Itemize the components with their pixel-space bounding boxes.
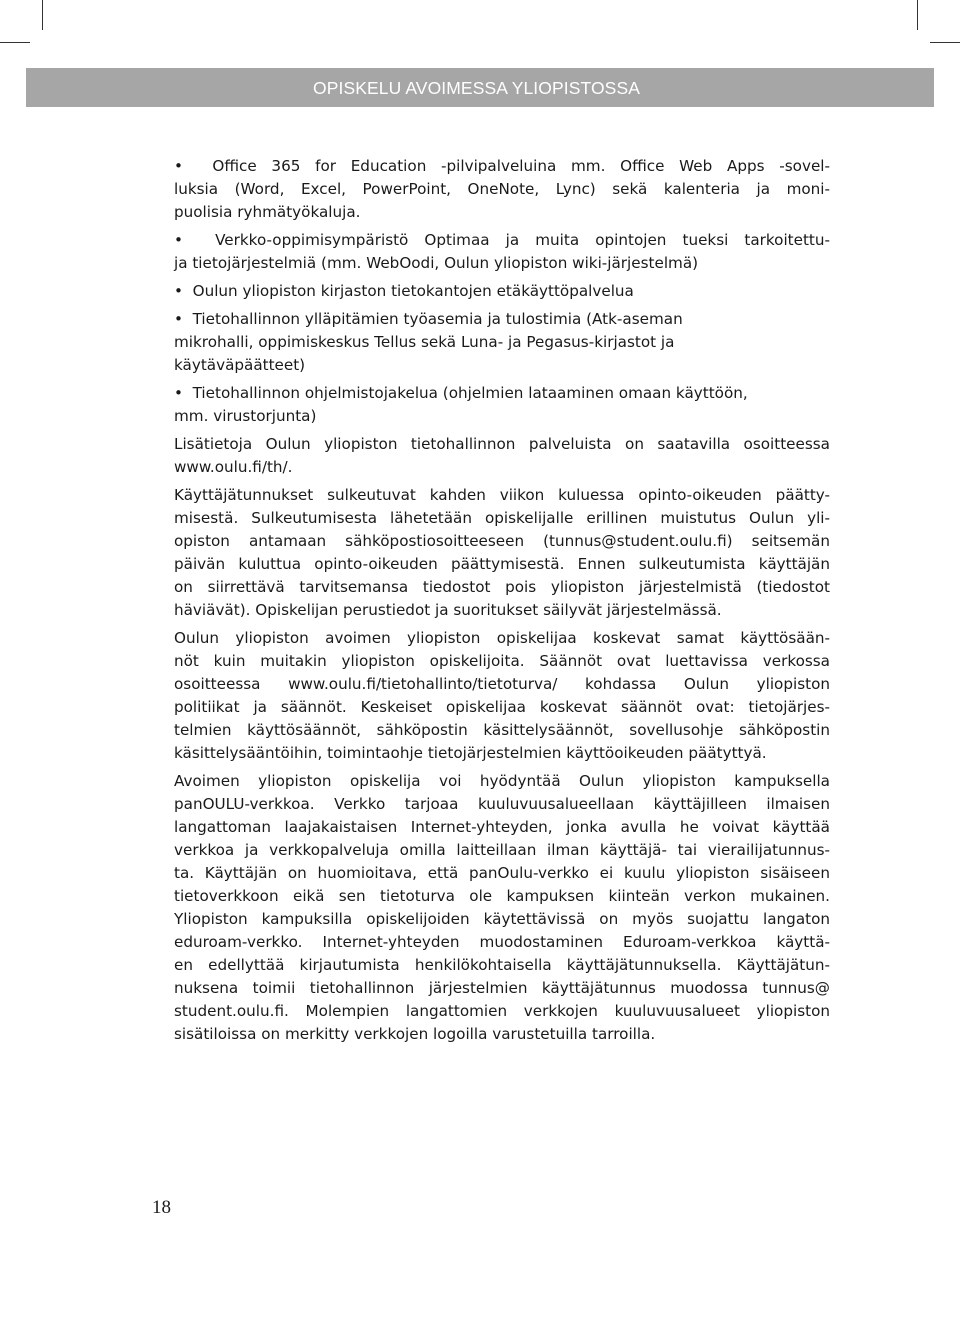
text-line: langattoman laajakaistaisen Internet-yhteyden, jonka avulla he voivat käyttää bbox=[174, 818, 830, 836]
text-line: sisätiloissa on merkitty verkkojen logoilla varustetuilla tarroilla. bbox=[174, 1025, 656, 1043]
text-line: päivän kuluttua opinto-oikeuden päättymisestä. Ennen sulkeutumista käyttäjän bbox=[174, 555, 830, 573]
text-line: osoitteessa www.oulu.fi/tietohallinto/tietoturva/ kohdassa Oulun yliopiston bbox=[174, 675, 830, 693]
text-line: puolisia ryhmätyökaluja. bbox=[174, 203, 361, 221]
text-line: mm. virustorjunta) bbox=[174, 407, 317, 425]
text-line: Lisätietoja Oulun yliopiston tietohallinnon palveluista on saatavilla osoitteessa bbox=[174, 435, 830, 453]
paragraph bbox=[174, 770, 830, 1046]
text-line: • Tietohallinnon ohjelmistojakelua (ohjelmien lataaminen omaan käyttöön, bbox=[174, 382, 830, 405]
text-line: www.oulu.fi/th/. bbox=[174, 458, 293, 476]
text-line: käytäväpäätteet) bbox=[174, 356, 306, 374]
crop-mark bbox=[0, 42, 30, 43]
text-line: häviävät). Opiskelijan perustiedot ja suoritukset säilyvät järjestelmässä. bbox=[174, 601, 722, 619]
paragraph bbox=[174, 627, 830, 765]
text-line: Avoimen yliopiston opiskelija voi hyödyntää Oulun yliopiston kampuksella bbox=[174, 772, 830, 790]
text-line: politiikat ja säännöt. Keskeiset opiskelijaa koskevat säännöt ovat: tietojärjes- bbox=[174, 698, 830, 716]
text-line: Yliopiston kampuksilla opiskelijoiden käytettävissä on myös suojattu langaton bbox=[174, 910, 830, 928]
text-line: Oulun yliopiston avoimen yliopiston opiskelijaa koskevat samat käyttösään- bbox=[174, 629, 830, 647]
list-item bbox=[174, 308, 830, 377]
text-line: en edellyttää kirjautumista henkilökohtaisella käyttäjätunnuksella. Käyttäjätun- bbox=[174, 956, 830, 974]
text-line: • Oulun yliopiston kirjaston tietokantojen etäkäyttöpalvelua bbox=[174, 280, 830, 303]
text-line: käsittelysääntöihin, toimintaohje tietojärjestelmien käyttöoikeuden päätyttyä. bbox=[174, 744, 767, 762]
text-line: eduroam-verkko. Internet-yhteyden muodostaminen Eduroam-verkkoa käyttä- bbox=[174, 933, 830, 951]
list-item bbox=[174, 229, 830, 275]
page-title: OPISKELU AVOIMESSA YLIOPISTOSSA bbox=[313, 78, 640, 98]
text-line: • Tietohallinnon ylläpitämien työasemia ja tulostimia (Atk-aseman bbox=[174, 308, 830, 331]
crop-mark bbox=[930, 42, 960, 43]
text-line: nuksena toimii tietohallinnon järjestelmien käyttäjätunnus muodossa tunnus@ bbox=[174, 979, 830, 997]
page-number: 18 bbox=[152, 1197, 171, 1218]
list-item bbox=[174, 280, 830, 303]
text-line: ta. Käyttäjän on huomioitava, että panOulu-verkko ei kuulu yliopiston sisäiseen bbox=[174, 864, 830, 882]
text-line: panOULU-verkkoa. Verkko tarjoaa kuuluvuusalueellaan käyttäjilleen ilmaisen bbox=[174, 795, 830, 813]
body-text bbox=[174, 155, 830, 1046]
text-line: opiston antamaan sähköpostiosoitteeseen (tunnus@student.oulu.fi) seitsemän bbox=[174, 532, 830, 550]
text-line: • Office 365 for Education -pilvipalveluina mm. Office Web Apps -sovel- bbox=[174, 155, 830, 178]
text-line: misestä. Sulkeutumisesta lähetetään opiskelijalle erillinen muistutus Oulun yli- bbox=[174, 509, 830, 527]
text-line: student.oulu.fi. Molempien langattomien verkkojen kuuluvuusalueet yliopiston bbox=[174, 1002, 830, 1020]
text-line: tietoverkkoon eikä sen tietoturva ole kampuksen kiinteän verkon mukainen. bbox=[174, 887, 830, 905]
paragraph bbox=[174, 433, 830, 479]
text-line: nöt kuin muitakin yliopiston opiskelijoita. Säännöt ovat luettavissa verkossa bbox=[174, 652, 830, 670]
paragraph bbox=[174, 484, 830, 622]
text-line: • Verkko-oppimisympäristö Optimaa ja muita opintojen tueksi tarkoitettu- bbox=[174, 229, 830, 252]
text-line: telmien käyttösäännöt, sähköpostin käsittelysäännöt, sovellusohje sähköpostin bbox=[174, 721, 830, 739]
text-line: mikrohalli, oppimiskeskus Tellus sekä Luna- ja Pegasus-kirjastot ja bbox=[174, 333, 675, 351]
crop-mark bbox=[917, 0, 918, 30]
text-line: verkkoa ja verkkopalveluja omilla laitteillaan ilman käyttäjä- tai vierailijatunnus- bbox=[174, 841, 830, 859]
text-line: luksia (Word, Excel, PowerPoint, OneNote, Lync) sekä kalenteria ja moni- bbox=[174, 180, 830, 198]
text-line: Käyttäjätunnukset sulkeutuvat kahden viikon kuluessa opinto-oikeuden päätty- bbox=[174, 486, 830, 504]
text-line: ja tietojärjestelmiä (mm. WebOodi, Oulun yliopiston wiki-järjestelmä) bbox=[174, 254, 699, 272]
list-item bbox=[174, 382, 830, 428]
crop-mark bbox=[42, 0, 43, 30]
text-line: on siirrettävä tarvitsemansa tiedostot pois yliopiston järjestelmistä (tiedostot bbox=[174, 578, 830, 596]
list-item bbox=[174, 155, 830, 224]
